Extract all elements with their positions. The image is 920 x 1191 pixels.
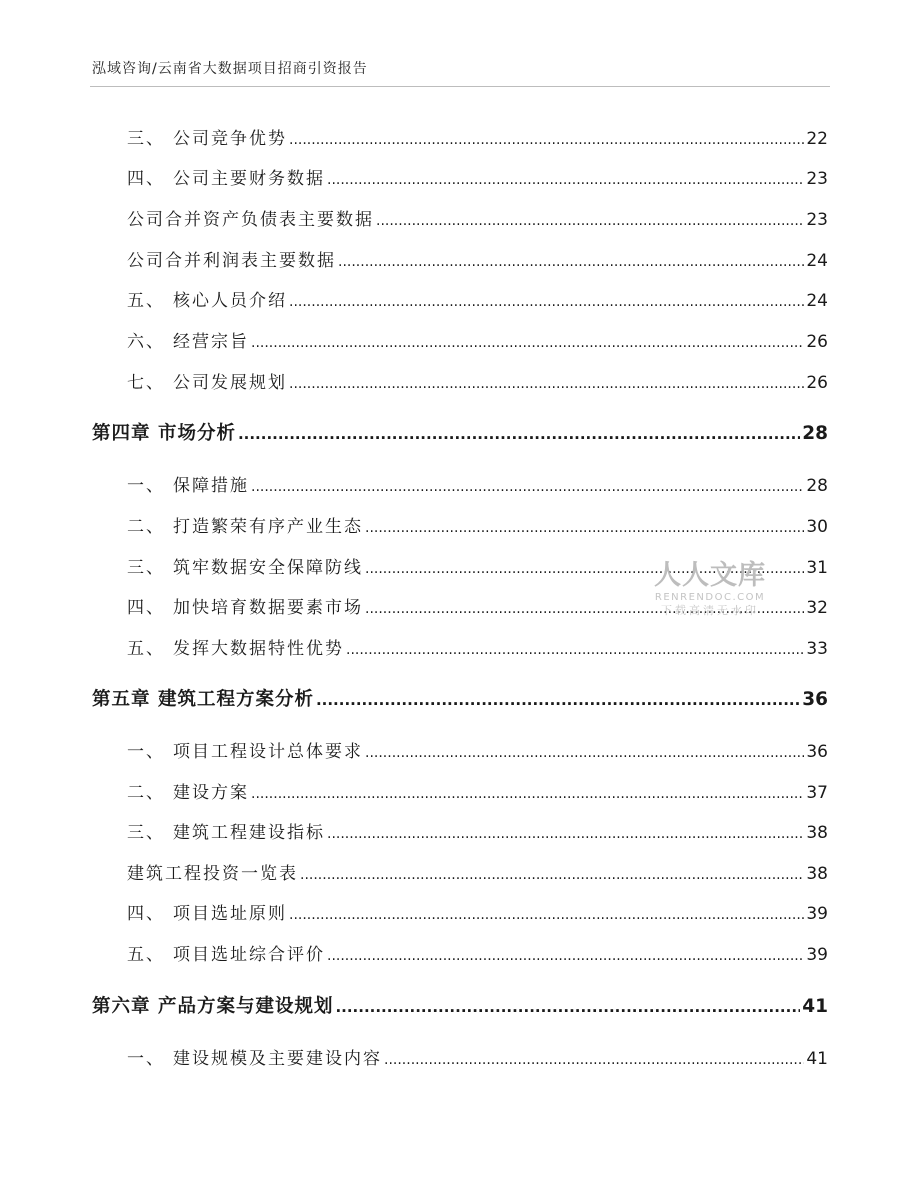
toc-entry-label [127, 593, 363, 618]
toc-entry-title: 建筑工程投资一览表 [127, 864, 298, 884]
toc-entry-title: 公司合并资产负债表主要数据 [127, 210, 374, 230]
toc-entry-label [127, 205, 374, 230]
toc-dot-leader [251, 335, 804, 351]
toc-dot-leader [335, 998, 800, 1016]
toc-entry-title: 经营宗旨 [173, 332, 249, 352]
toc-subsection-entry[interactable] [127, 859, 828, 884]
toc-dot-leader [346, 642, 804, 658]
toc-page-number: 39 [806, 945, 828, 965]
toc-section-entry[interactable] [127, 899, 828, 924]
toc-entry-number: 一、 [127, 1049, 165, 1069]
toc-entry-number: 五、 [127, 291, 165, 311]
toc-entry-title: 第五章 建筑工程方案分析 [92, 689, 314, 710]
toc-section-entry[interactable] [127, 471, 828, 496]
toc-entry-label [127, 1044, 382, 1069]
toc-entry-title: 核心人员介绍 [173, 291, 287, 311]
toc-dot-leader [327, 172, 804, 188]
toc-page-number: 38 [806, 864, 828, 884]
toc-entry-title: 第四章 市场分析 [92, 423, 236, 444]
toc-entry-label [127, 246, 336, 271]
watermark-logo: 人人文库 [654, 560, 766, 591]
toc-entry-number: 七、 [127, 373, 165, 393]
toc-entry-label [127, 164, 325, 189]
toc-entry-number: 五、 [127, 639, 165, 659]
toc-entry-title: 筑牢数据安全保障防线 [173, 558, 363, 578]
toc-section-entry[interactable] [127, 1044, 828, 1069]
toc-entry-label [127, 471, 249, 496]
toc-subsection-entry[interactable] [127, 246, 828, 271]
toc-entry-title: 发挥大数据特性优势 [173, 639, 344, 659]
toc-entry-title: 建筑工程建设指标 [173, 823, 325, 843]
toc-page-number: 26 [806, 373, 828, 393]
toc-section-entry[interactable] [127, 778, 828, 803]
toc-section-entry[interactable] [127, 368, 828, 393]
toc-page-number: 41 [806, 1049, 828, 1069]
toc-subsection-entry[interactable] [127, 205, 828, 230]
toc-section-entry[interactable] [127, 327, 828, 352]
toc-entry-title: 项目选址综合评价 [173, 945, 325, 965]
toc-page-number: 28 [806, 476, 828, 496]
toc-entry-title: 加快培育数据要素市场 [173, 598, 363, 618]
toc-dot-leader [365, 745, 804, 761]
toc-entry-number: 四、 [127, 169, 165, 189]
toc-page-number: 33 [806, 639, 828, 659]
header-divider [90, 86, 830, 87]
toc-entry-title: 保障措施 [173, 476, 249, 496]
watermark-subtitle: 下载高清无水印 [661, 604, 759, 617]
toc-page-number: 26 [806, 332, 828, 352]
toc-entry-label [127, 286, 287, 311]
toc-entry-label [92, 685, 314, 711]
toc-section-entry[interactable] [127, 553, 828, 578]
toc-entry-title: 公司发展规划 [173, 373, 287, 393]
toc-page-number: 41 [802, 996, 828, 1017]
toc-entry-label [127, 818, 325, 843]
toc-section-entry[interactable] [127, 737, 828, 762]
toc-section-entry[interactable] [127, 124, 828, 149]
toc-entry-label [127, 940, 325, 965]
toc-entry-number: 五、 [127, 945, 165, 965]
toc-entry-label [92, 992, 333, 1018]
toc-entry-title: 建设规模及主要建设内容 [173, 1049, 382, 1069]
toc-dot-leader [251, 786, 804, 802]
toc-entry-label [127, 124, 287, 149]
toc-section-entry[interactable] [127, 634, 828, 659]
toc-entry-title: 第六章 产品方案与建设规划 [92, 996, 334, 1017]
toc-page-number: 36 [802, 689, 828, 710]
toc-entry-label [127, 368, 287, 393]
toc-entry-label [92, 419, 236, 445]
toc-dot-leader [327, 948, 804, 964]
toc-page-number: 30 [806, 517, 828, 537]
toc-entry-number: 三、 [127, 823, 165, 843]
toc-dot-leader [365, 520, 804, 536]
toc-dot-leader [251, 479, 804, 495]
toc-page-number: 32 [806, 598, 828, 618]
toc-page-number: 38 [806, 823, 828, 843]
toc-section-entry[interactable] [127, 286, 828, 311]
toc-entry-title: 公司主要财务数据 [173, 169, 325, 189]
toc-section-entry[interactable] [127, 940, 828, 965]
toc-entry-title: 项目选址原则 [173, 904, 287, 924]
toc-entry-number: 四、 [127, 904, 165, 924]
toc-entry-label [127, 859, 298, 884]
toc-dot-leader [316, 691, 800, 709]
toc-entry-label [127, 899, 287, 924]
toc-dot-leader [289, 294, 804, 310]
toc-entry-number: 二、 [127, 517, 165, 537]
toc-entry-title: 公司竞争优势 [173, 129, 287, 149]
toc-page-number: 22 [806, 129, 828, 149]
toc-section-entry[interactable] [127, 593, 828, 618]
toc-dot-leader [289, 376, 804, 392]
toc-entry-label [127, 512, 363, 537]
toc-entry-number: 一、 [127, 476, 165, 496]
toc-page-number: 39 [806, 904, 828, 924]
toc-dot-leader [289, 907, 804, 923]
toc-dot-leader [238, 425, 800, 443]
toc-page-number: 37 [806, 783, 828, 803]
toc-chapter-entry[interactable] [92, 992, 828, 1018]
toc-entry-label [127, 778, 249, 803]
toc-section-entry[interactable] [127, 512, 828, 537]
toc-page-number: 23 [806, 210, 828, 230]
toc-page-number: 24 [806, 251, 828, 271]
watermark-url: RENRENDOC.COM [654, 592, 766, 603]
toc-entry-title: 公司合并利润表主要数据 [127, 251, 336, 271]
toc-entry-number: 四、 [127, 598, 165, 618]
toc-entry-label [127, 634, 344, 659]
toc-dot-leader [384, 1052, 804, 1068]
toc-dot-leader [327, 826, 804, 842]
toc-entry-number: 二、 [127, 783, 165, 803]
toc-chapter-entry[interactable] [92, 419, 828, 445]
toc-page-number: 28 [802, 423, 828, 444]
toc-entry-label [127, 737, 363, 762]
toc-dot-leader [300, 867, 804, 883]
toc-entry-number: 六、 [127, 332, 165, 352]
toc-section-entry[interactable] [127, 818, 828, 843]
toc-page-number: 23 [806, 169, 828, 189]
running-header: 泓域咨询/云南省大数据项目招商引资报告 [92, 61, 368, 77]
toc-entry-number: 三、 [127, 129, 165, 149]
toc-entry-label [127, 553, 363, 578]
toc-page-number: 36 [806, 742, 828, 762]
toc-page-number: 24 [806, 291, 828, 311]
toc-entry-title: 项目工程设计总体要求 [173, 742, 363, 762]
toc-chapter-entry[interactable] [92, 685, 828, 711]
toc-dot-leader [365, 601, 804, 617]
toc-entry-number: 一、 [127, 742, 165, 762]
toc-entry-title: 建设方案 [173, 783, 249, 803]
toc-entry-number: 三、 [127, 558, 165, 578]
toc-entry-label [127, 327, 249, 352]
toc-entry-title: 打造繁荣有序产业生态 [173, 517, 363, 537]
toc-dot-leader [338, 254, 804, 270]
toc-dot-leader [376, 213, 804, 229]
toc-dot-leader [365, 561, 804, 577]
toc-dot-leader [289, 132, 804, 148]
toc-section-entry[interactable] [127, 164, 828, 189]
toc-page-number: 31 [806, 558, 828, 578]
